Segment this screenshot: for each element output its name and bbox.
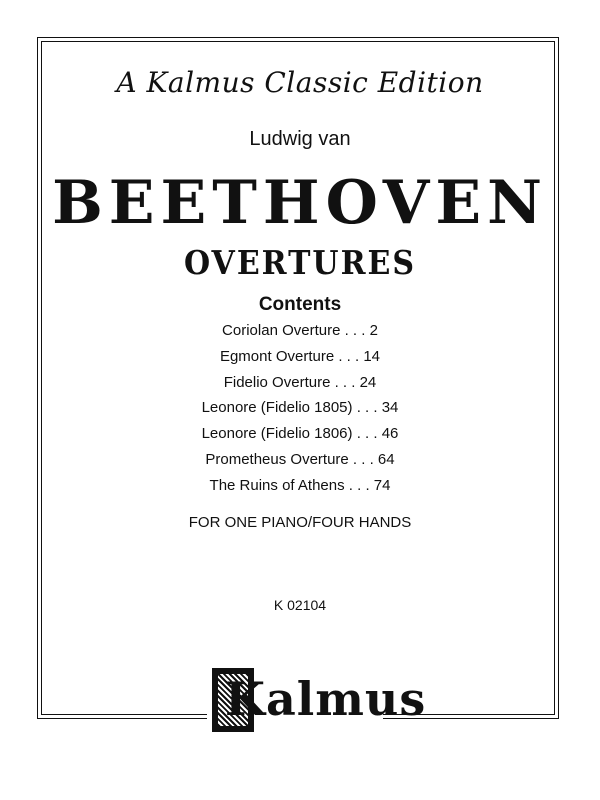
instrumentation: FOR ONE PIANO/FOUR HANDS [188, 514, 412, 531]
contents-item: Leonore (Fidelio 1806) . . . 46 [201, 425, 399, 443]
contents-list [0, 318, 600, 499]
logo-text: Kalmus [225, 672, 427, 726]
publisher-logo [207, 665, 427, 733]
contents-item: Prometheus Overture . . . 64 [205, 450, 395, 468]
contents-item: Leonore (Fidelio 1805) . . . 34 [201, 399, 399, 417]
work-title: OVERTURES [183, 244, 417, 283]
series-title: A Kalmus Classic Edition [116, 66, 484, 99]
composer-last-name: BEETHOVEN [52, 168, 548, 238]
contents-item: Egmont Overture . . . 14 [219, 347, 381, 365]
contents-item: Fidelio Overture . . . 24 [223, 373, 377, 391]
catalog-number: K 02104 [273, 597, 327, 613]
contents-item: The Ruins of Athens . . . 74 [209, 476, 391, 494]
composer-first-name: Ludwig van [249, 128, 351, 150]
contents-item: Coriolan Overture . . . 2 [222, 322, 378, 339]
contents-heading: Contents [258, 294, 342, 315]
